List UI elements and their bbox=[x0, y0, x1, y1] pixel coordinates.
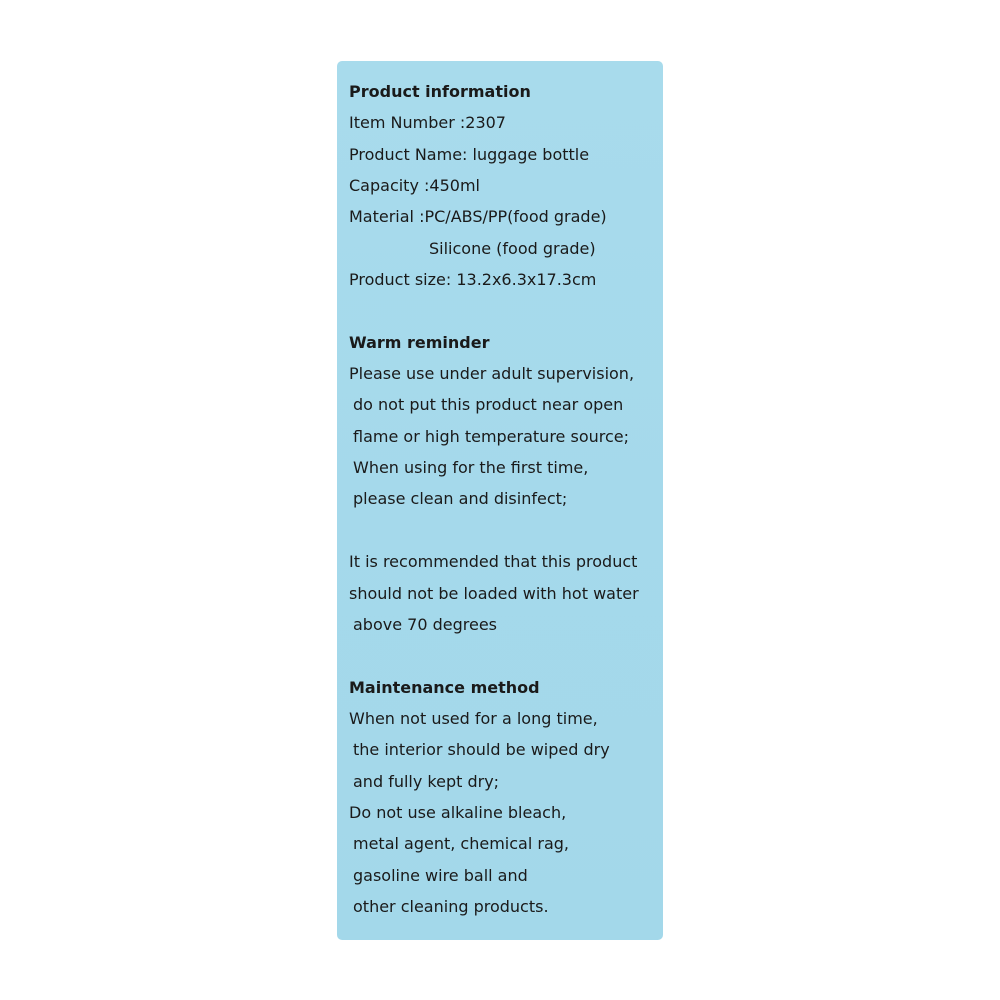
maintenance-line: When not used for a long time, bbox=[349, 708, 598, 728]
warm-reminder-line: flame or high temperature source; bbox=[353, 426, 629, 446]
item-number: Item Number :2307 bbox=[349, 113, 506, 133]
maintenance-line: gasoline wire ball and bbox=[353, 865, 528, 885]
product-info-card bbox=[337, 61, 663, 940]
section-spacer bbox=[349, 515, 663, 546]
section-spacer bbox=[349, 295, 663, 326]
maintenance-line: the interior should be wiped dry bbox=[353, 740, 610, 760]
warm-reminder-line: When using for the first time, bbox=[353, 458, 589, 478]
warm-reminder-line: please clean and disinfect; bbox=[353, 489, 568, 509]
warm-reminder-line: Please use under adult supervision, bbox=[349, 364, 635, 384]
maintenance-line: metal agent, chemical rag, bbox=[353, 834, 569, 854]
recommendation-line: It is recommended that this product bbox=[349, 552, 638, 572]
warm-reminder-line: do not put this product near open bbox=[353, 395, 624, 415]
recommendation-line: above 70 degrees bbox=[353, 614, 497, 634]
maintenance-line: other cleaning products. bbox=[353, 896, 549, 916]
maintenance-method-heading: Maintenance method bbox=[349, 677, 540, 697]
capacity: Capacity :450ml bbox=[349, 176, 480, 196]
product-information-heading: Product information bbox=[349, 82, 531, 101]
material-line-2: Silicone (food grade) bbox=[429, 238, 596, 258]
product-size: Product size: 13.2x6.3x17.3cm bbox=[349, 270, 597, 290]
maintenance-line: and fully kept dry; bbox=[353, 771, 500, 791]
maintenance-line: Do not use alkaline bleach, bbox=[349, 802, 567, 822]
product-name: Product Name: luggage bottle bbox=[349, 144, 590, 164]
recommendation-line: should not be loaded with hot water bbox=[349, 583, 639, 603]
warm-reminder-heading: Warm reminder bbox=[349, 332, 490, 352]
material-line-1: Material :PC/ABS/PP(food grade) bbox=[349, 207, 607, 227]
section-spacer bbox=[349, 640, 663, 671]
